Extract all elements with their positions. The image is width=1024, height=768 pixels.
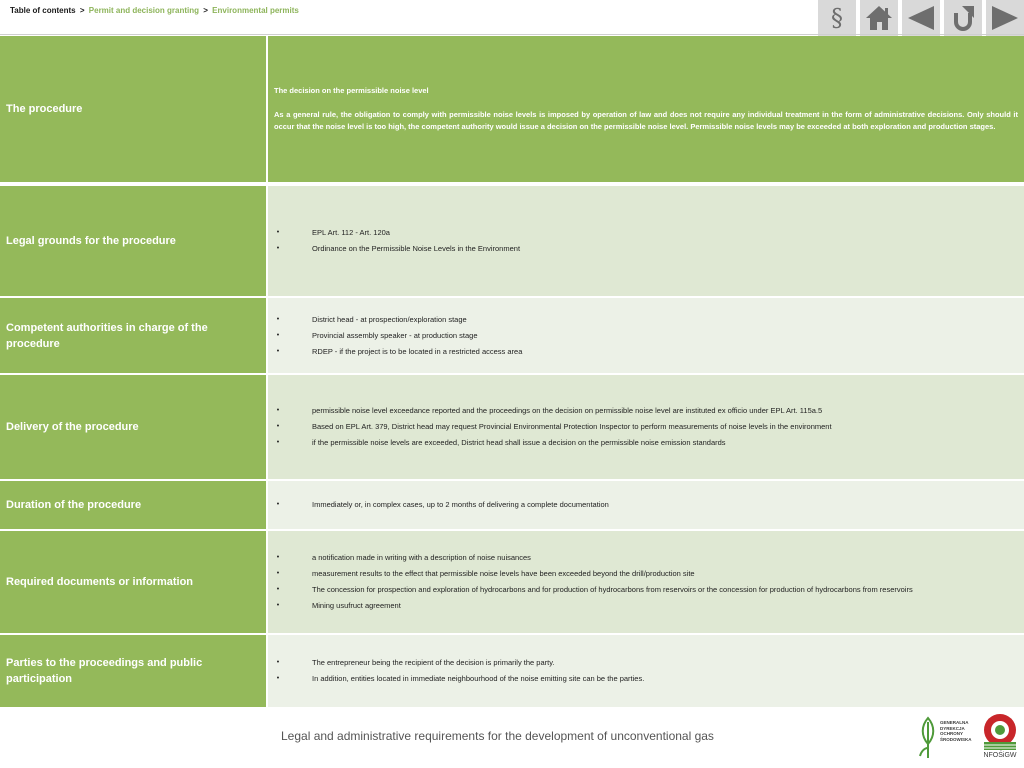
list-item: • Mining usufruct agreement <box>268 598 1024 614</box>
bullet-icon: • <box>276 675 280 682</box>
legal-basis-button[interactable] <box>818 0 856 36</box>
procedure-table <box>0 36 1024 709</box>
gdos-logo <box>918 712 972 762</box>
bullet-list <box>268 655 1024 687</box>
breadcrumb-separator: > <box>79 6 85 15</box>
breadcrumb-environmental-permits[interactable]: Environmental permits <box>212 6 299 15</box>
home-icon <box>864 4 894 32</box>
bullet-icon: • <box>276 659 280 666</box>
row-delivery <box>0 375 1024 481</box>
u-turn-arrow-icon <box>948 3 978 33</box>
procedure-title: The decision on the permissible noise level <box>274 86 429 95</box>
bullet-list <box>268 497 1024 513</box>
row-label: The procedure <box>0 36 268 182</box>
row-label: Duration of the procedure <box>0 481 268 529</box>
bullet-icon: • <box>276 439 280 446</box>
gdos-leaf-icon <box>918 714 938 760</box>
row-content <box>268 635 1024 707</box>
list-item: • EPL Art. 112 - Art. 120a <box>268 225 1024 241</box>
row-label: Competent authorities in charge of the procedure <box>0 298 268 373</box>
list-item: • if the permissible noise levels are exceeded, District head shall issue a decision on the permissible noise emission standards <box>268 435 1024 451</box>
row-duration <box>0 481 1024 531</box>
nav-buttons <box>814 0 1024 36</box>
row-competent-authorities <box>0 298 1024 375</box>
bullet-icon: • <box>276 315 280 323</box>
row-procedure <box>0 36 1024 186</box>
row-label: Parties to the proceedings and public participation <box>0 635 268 707</box>
list-item: • The entrepreneur being the recipient of the decision is primarily the party. <box>268 655 1024 671</box>
footer-title: Legal and administrative requirements for the development of unconventional gas <box>281 729 714 743</box>
nfosigw-logo-text: NFOŚiGW <box>983 752 1017 759</box>
triangle-right-icon <box>990 4 1020 32</box>
home-button[interactable] <box>860 0 898 36</box>
gdos-logo-text: GENERALNA DYREKCJA OCHRONY ŚRODOWISKA <box>940 720 972 742</box>
row-legal-grounds <box>0 186 1024 298</box>
bullet-icon: • <box>276 331 280 339</box>
list-item: • In addition, entities located in immediate neighbourhood of the noise emitting site can be the parties. <box>268 671 1024 687</box>
row-required-documents <box>0 531 1024 635</box>
bullet-icon: • <box>276 501 280 508</box>
forward-button[interactable] <box>986 0 1024 36</box>
list-item: • Based on EPL Art. 379, District head may request Provincial Environmental Protection Inspector to perform measurements of noise levels in the environment <box>268 419 1024 435</box>
row-label: Required documents or information <box>0 531 268 633</box>
bullet-icon: • <box>276 570 280 577</box>
bullet-icon: • <box>276 347 280 355</box>
bullet-list <box>268 403 1024 451</box>
list-item: • a notification made in writing with a description of noise nuisances <box>268 550 1024 566</box>
bullet-icon: • <box>276 245 280 252</box>
breadcrumb <box>10 6 299 15</box>
header-divider <box>0 34 1024 35</box>
row-content <box>268 375 1024 479</box>
list-item: • permissible noise level exceedance reported and the proceedings on the decision on permissible noise level are instituted ex officio under EPL Art. 115a.5 <box>268 403 1024 419</box>
procedure-description <box>268 85 1024 133</box>
breadcrumb-permit-and-decision-granting[interactable]: Permit and decision granting <box>88 6 200 15</box>
bullet-icon: • <box>276 602 280 609</box>
return-button[interactable] <box>944 0 982 36</box>
nfosigw-emblem-icon <box>980 712 1020 752</box>
bullet-list <box>268 550 1024 614</box>
row-label: Delivery of the procedure <box>0 375 268 479</box>
list-item: • District head - at prospection/exploration stage <box>268 312 1024 328</box>
list-item: • Ordinance on the Permissible Noise Levels in the Environment <box>268 241 1024 257</box>
list-item: • Provincial assembly speaker - at production stage <box>268 328 1024 344</box>
procedure-text: As a general rule, the obligation to comply with permissible noise levels is imposed by operation of law and does not require any individual treatment in the form of administrative decisions. Only should it occur that the noise level is too high, the competent authority would issue a decision on the permissible noise level. Permissible noise levels may be exceeded at both exploration and production stages. <box>274 110 1018 131</box>
list-item: • measurement results to the effect that permissible noise levels have been exceeded beyond the drill/production site <box>268 566 1024 582</box>
bullet-icon: • <box>276 229 280 236</box>
bullet-list <box>268 225 1024 257</box>
row-label: Legal grounds for the procedure <box>0 186 268 296</box>
row-content <box>268 531 1024 633</box>
row-content <box>268 186 1024 296</box>
list-item: • RDEP - if the project is to be located in a restricted access area <box>268 344 1024 360</box>
bullet-icon: • <box>276 586 280 593</box>
triangle-left-icon <box>906 4 936 32</box>
header <box>0 0 1024 36</box>
bullet-icon: • <box>276 423 280 430</box>
breadcrumb-table-of-contents[interactable]: Table of contents <box>10 6 76 15</box>
bullet-icon: • <box>276 554 280 561</box>
breadcrumb-separator: > <box>203 6 208 15</box>
bullet-icon: • <box>276 407 280 414</box>
row-content <box>268 481 1024 529</box>
row-parties <box>0 635 1024 709</box>
row-content <box>268 298 1024 373</box>
row-content <box>268 36 1024 182</box>
back-button[interactable] <box>902 0 940 36</box>
list-item: • The concession for prospection and exploration of hydrocarbons and for production of hydrocarbons from reservoirs or the concession for production of hydrocarbons from reservoirs <box>268 582 1024 598</box>
paragraph-icon: § <box>831 4 843 32</box>
bullet-list <box>268 312 1024 360</box>
list-item: • Immediately or, in complex cases, up to 2 months of delivering a complete documentation <box>268 497 1024 513</box>
nfosigw-logo <box>980 712 1020 762</box>
